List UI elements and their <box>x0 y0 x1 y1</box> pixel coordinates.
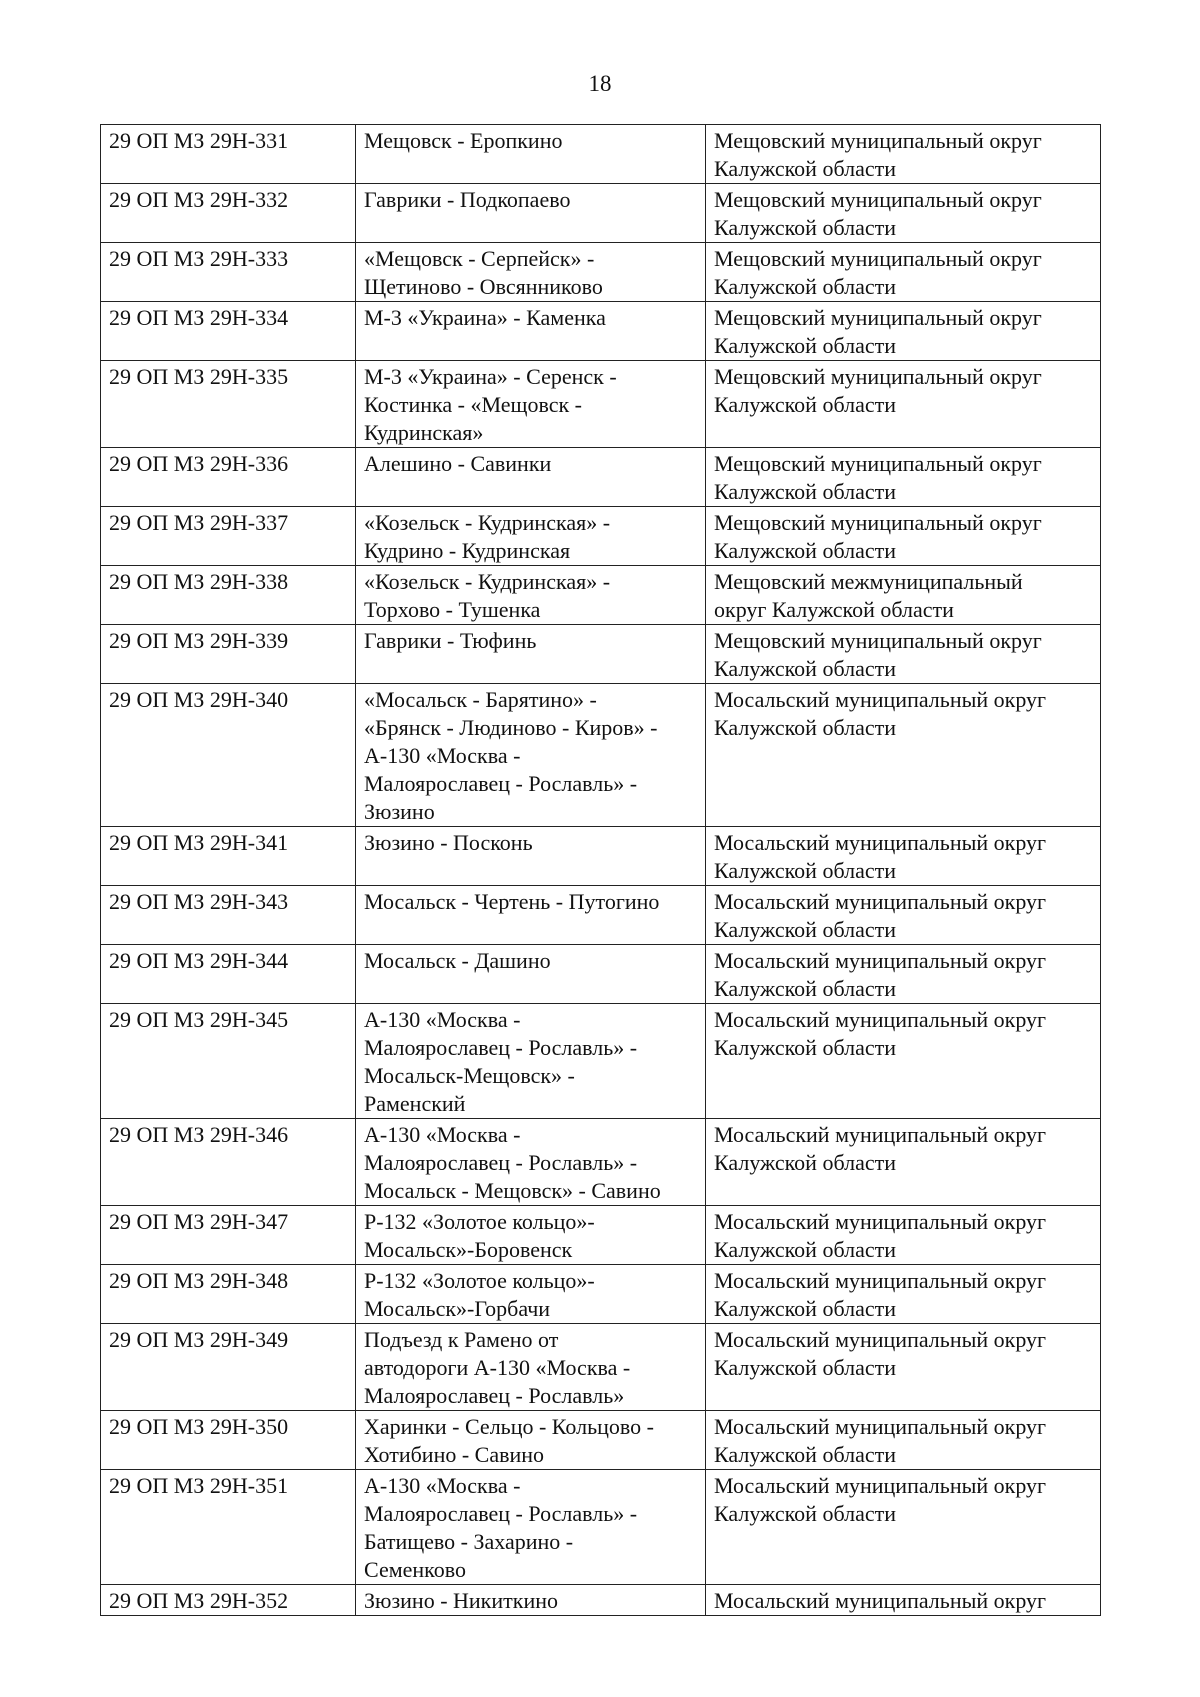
district-line: Мосальский муниципальный округ <box>714 889 1047 914</box>
district-line: Мещовский муниципальный округ <box>714 128 1042 153</box>
road-name-line: М-3 «Украина» - Каменка <box>364 305 606 330</box>
road-id-cell: 29 ОП МЗ 29Н-338 <box>101 566 356 625</box>
district-cell <box>706 507 1101 566</box>
road-name-line: Кудрино - Кудринская <box>364 538 571 563</box>
road-name-cell <box>356 827 706 886</box>
road-name-line: «Мосальск - Барятино» - <box>364 687 597 712</box>
road-name-cell <box>356 1324 706 1411</box>
road-name-cell <box>356 125 706 184</box>
table-row <box>101 1265 1101 1324</box>
district-cell <box>706 1585 1101 1616</box>
district-cell <box>706 827 1101 886</box>
road-name-cell <box>356 243 706 302</box>
district-line: Мосальский муниципальный округ <box>714 1473 1047 1498</box>
road-name-line: Малоярославец - Рославль» - <box>364 1501 638 1526</box>
road-id-cell: 29 ОП МЗ 29Н-344 <box>101 945 356 1004</box>
road-name-cell <box>356 1265 706 1324</box>
district-line: Калужской области <box>714 392 896 417</box>
district-line: Калужской области <box>714 479 896 504</box>
district-line: Мещовский муниципальный округ <box>714 187 1042 212</box>
district-cell <box>706 1206 1101 1265</box>
road-name-cell <box>356 566 706 625</box>
road-name-line: Малоярославец - Рославль» - <box>364 771 638 796</box>
road-id-cell: 29 ОП МЗ 29Н-333 <box>101 243 356 302</box>
road-name-cell <box>356 886 706 945</box>
district-line: Мосальский муниципальный округ <box>714 687 1047 712</box>
district-cell <box>706 566 1101 625</box>
district-line: Калужской области <box>714 1501 896 1526</box>
road-name-line: А-130 «Москва - <box>364 1473 521 1498</box>
district-cell <box>706 184 1101 243</box>
table-row <box>101 184 1101 243</box>
district-line: Калужской области <box>714 156 896 181</box>
district-line: Калужской области <box>714 1355 896 1380</box>
road-name-line: Костинка - «Мещовск - <box>364 392 583 417</box>
road-name-line: Кудринская» <box>364 420 484 445</box>
table-row <box>101 1470 1101 1585</box>
table-row <box>101 361 1101 448</box>
district-line: Калужской области <box>714 215 896 240</box>
district-line: Калужской области <box>714 917 896 942</box>
table-row <box>101 125 1101 184</box>
district-cell <box>706 945 1101 1004</box>
table-row <box>101 507 1101 566</box>
road-name-line: «Мещовск - Серпейск» - <box>364 246 595 271</box>
district-cell <box>706 625 1101 684</box>
road-name-cell <box>356 625 706 684</box>
road-name-line: Зюзино - Никиткино <box>364 1588 558 1613</box>
road-id-cell: 29 ОП МЗ 29Н-337 <box>101 507 356 566</box>
district-line: Мосальский муниципальный округ <box>714 1209 1047 1234</box>
road-name-line: Раменский <box>364 1091 466 1116</box>
road-name-cell <box>356 1585 706 1616</box>
table-row <box>101 1411 1101 1470</box>
road-name-cell <box>356 507 706 566</box>
table-row <box>101 1119 1101 1206</box>
road-name-line: Мосальск-Мещовск» - <box>364 1063 575 1088</box>
table-row <box>101 1004 1101 1119</box>
district-line: Калужской области <box>714 333 896 358</box>
road-name-line: автодороги А-130 «Москва - <box>364 1355 631 1380</box>
district-cell <box>706 1411 1101 1470</box>
district-line: Мещовский муниципальный округ <box>714 628 1042 653</box>
road-id-cell: 29 ОП МЗ 29Н-351 <box>101 1470 356 1585</box>
table-row <box>101 1206 1101 1265</box>
road-name-cell <box>356 302 706 361</box>
road-name-line: А-130 «Москва - <box>364 1122 521 1147</box>
road-id-cell: 29 ОП МЗ 29Н-331 <box>101 125 356 184</box>
district-line: Мещовский муниципальный округ <box>714 510 1042 535</box>
district-line: Мосальский муниципальный округ <box>714 1122 1047 1147</box>
road-name-line: Мосальск - Чертень - Путогино <box>364 889 660 914</box>
road-name-cell <box>356 1411 706 1470</box>
road-name-line: Харинки - Сельцо - Кольцово - <box>364 1414 654 1439</box>
road-name-cell <box>356 448 706 507</box>
road-name-line: Семенково <box>364 1557 466 1582</box>
road-name-line: Р-132 «Золотое кольцо»- <box>364 1209 595 1234</box>
district-line: Калужской области <box>714 1035 896 1060</box>
road-name-line: Подъезд к Рамено от <box>364 1327 559 1352</box>
road-name-line: Мосальск - Дашино <box>364 948 551 973</box>
road-name-line: Зюзино <box>364 799 435 824</box>
district-cell <box>706 1265 1101 1324</box>
district-cell <box>706 302 1101 361</box>
district-line: Мосальский муниципальный округ <box>714 1588 1047 1613</box>
table-row <box>101 243 1101 302</box>
district-cell <box>706 1324 1101 1411</box>
road-id-cell: 29 ОП МЗ 29Н-348 <box>101 1265 356 1324</box>
road-name-line: А-130 «Москва - <box>364 1007 521 1032</box>
road-name-line: Торхово - Тушенка <box>364 597 541 622</box>
road-name-line: М-3 «Украина» - Серенск - <box>364 364 617 389</box>
district-line: Мещовский межмуниципальный <box>714 569 1023 594</box>
road-name-line: Мещовск - Еропкино <box>364 128 563 153</box>
road-id-cell: 29 ОП МЗ 29Н-334 <box>101 302 356 361</box>
road-name-line: Гаврики - Подкопаево <box>364 187 571 212</box>
district-line: Мещовский муниципальный округ <box>714 364 1042 389</box>
road-name-line: А-130 «Москва - <box>364 743 521 768</box>
road-name-line: Зюзино - Посконь <box>364 830 533 855</box>
district-cell <box>706 1004 1101 1119</box>
table-row <box>101 945 1101 1004</box>
road-id-cell: 29 ОП МЗ 29Н-336 <box>101 448 356 507</box>
road-name-line: Малоярославец - Рославль» <box>364 1383 625 1408</box>
district-line: Калужской области <box>714 976 896 1001</box>
road-name-cell <box>356 1206 706 1265</box>
road-id-cell: 29 ОП МЗ 29Н-352 <box>101 1585 356 1616</box>
district-cell <box>706 1119 1101 1206</box>
road-name-cell <box>356 1470 706 1585</box>
road-name-line: Батищево - Захарино - <box>364 1529 574 1554</box>
road-id-cell: 29 ОП МЗ 29Н-335 <box>101 361 356 448</box>
road-name-line: Алешино - Савинки <box>364 451 552 476</box>
district-line: Мосальский муниципальный округ <box>714 1327 1047 1352</box>
road-name-line: «Козельск - Кудринская» - <box>364 510 611 535</box>
road-id-cell: 29 ОП МЗ 29Н-350 <box>101 1411 356 1470</box>
district-cell <box>706 243 1101 302</box>
district-line: Калужской области <box>714 1150 896 1175</box>
road-name-cell <box>356 684 706 827</box>
table-body <box>101 125 1101 1616</box>
road-id-cell: 29 ОП МЗ 29Н-340 <box>101 684 356 827</box>
road-id-cell: 29 ОП МЗ 29Н-332 <box>101 184 356 243</box>
table-row <box>101 302 1101 361</box>
district-line: Калужской области <box>714 1237 896 1262</box>
district-line: Мещовский муниципальный округ <box>714 305 1042 330</box>
road-name-line: Щетиново - Овсянниково <box>364 274 603 299</box>
road-name-line: Хотибино - Савино <box>364 1442 545 1467</box>
district-line: Калужской области <box>714 858 896 883</box>
district-cell <box>706 361 1101 448</box>
road-id-cell: 29 ОП МЗ 29Н-349 <box>101 1324 356 1411</box>
road-id-cell: 29 ОП МЗ 29Н-345 <box>101 1004 356 1119</box>
district-line: Мещовский муниципальный округ <box>714 246 1042 271</box>
road-name-cell <box>356 1004 706 1119</box>
road-id-cell: 29 ОП МЗ 29Н-347 <box>101 1206 356 1265</box>
district-line: Мосальский муниципальный округ <box>714 1414 1047 1439</box>
district-line: Калужской области <box>714 715 896 740</box>
road-name-line: «Брянск - Людиново - Киров» - <box>364 715 658 740</box>
district-line: Мосальский муниципальный округ <box>714 1007 1047 1032</box>
road-name-line: Малоярославец - Рославль» - <box>364 1150 638 1175</box>
district-cell <box>706 886 1101 945</box>
road-name-cell <box>356 945 706 1004</box>
table-row <box>101 1585 1101 1616</box>
district-cell <box>706 684 1101 827</box>
district-cell <box>706 125 1101 184</box>
road-name-line: Мосальск»-Боровенск <box>364 1237 573 1262</box>
district-line: Мосальский муниципальный округ <box>714 948 1047 973</box>
table-row <box>101 448 1101 507</box>
district-cell <box>706 1470 1101 1585</box>
road-name-cell <box>356 184 706 243</box>
road-name-cell <box>356 1119 706 1206</box>
district-cell <box>706 448 1101 507</box>
district-line: Мосальский муниципальный округ <box>714 1268 1047 1293</box>
road-id-cell: 29 ОП МЗ 29Н-346 <box>101 1119 356 1206</box>
road-id-cell: 29 ОП МЗ 29Н-341 <box>101 827 356 886</box>
district-line: Калужской области <box>714 656 896 681</box>
table-row <box>101 1324 1101 1411</box>
district-line: Мещовский муниципальный округ <box>714 451 1042 476</box>
road-name-line: Мосальск - Мещовск» - Савино <box>364 1178 661 1203</box>
road-name-line: Гаврики - Тюфинь <box>364 628 537 653</box>
table-row <box>101 827 1101 886</box>
table-row <box>101 566 1101 625</box>
road-name-cell <box>356 361 706 448</box>
road-id-cell: 29 ОП МЗ 29Н-343 <box>101 886 356 945</box>
table-row <box>101 886 1101 945</box>
roads-table <box>100 124 1101 1616</box>
district-line: Мосальский муниципальный округ <box>714 830 1047 855</box>
district-line: Калужской области <box>714 538 896 563</box>
district-line: Калужской области <box>714 274 896 299</box>
district-line: округ Калужской области <box>714 597 954 622</box>
road-name-line: Р-132 «Золотое кольцо»- <box>364 1268 595 1293</box>
district-line: Калужской области <box>714 1296 896 1321</box>
road-id-cell: 29 ОП МЗ 29Н-339 <box>101 625 356 684</box>
table-row <box>101 625 1101 684</box>
district-line: Калужской области <box>714 1442 896 1467</box>
road-name-line: «Козельск - Кудринская» - <box>364 569 611 594</box>
road-name-line: Малоярославец - Рославль» - <box>364 1035 638 1060</box>
road-name-line: Мосальск»-Горбачи <box>364 1296 551 1321</box>
page-number: 18 <box>588 71 612 96</box>
table-row <box>101 684 1101 827</box>
